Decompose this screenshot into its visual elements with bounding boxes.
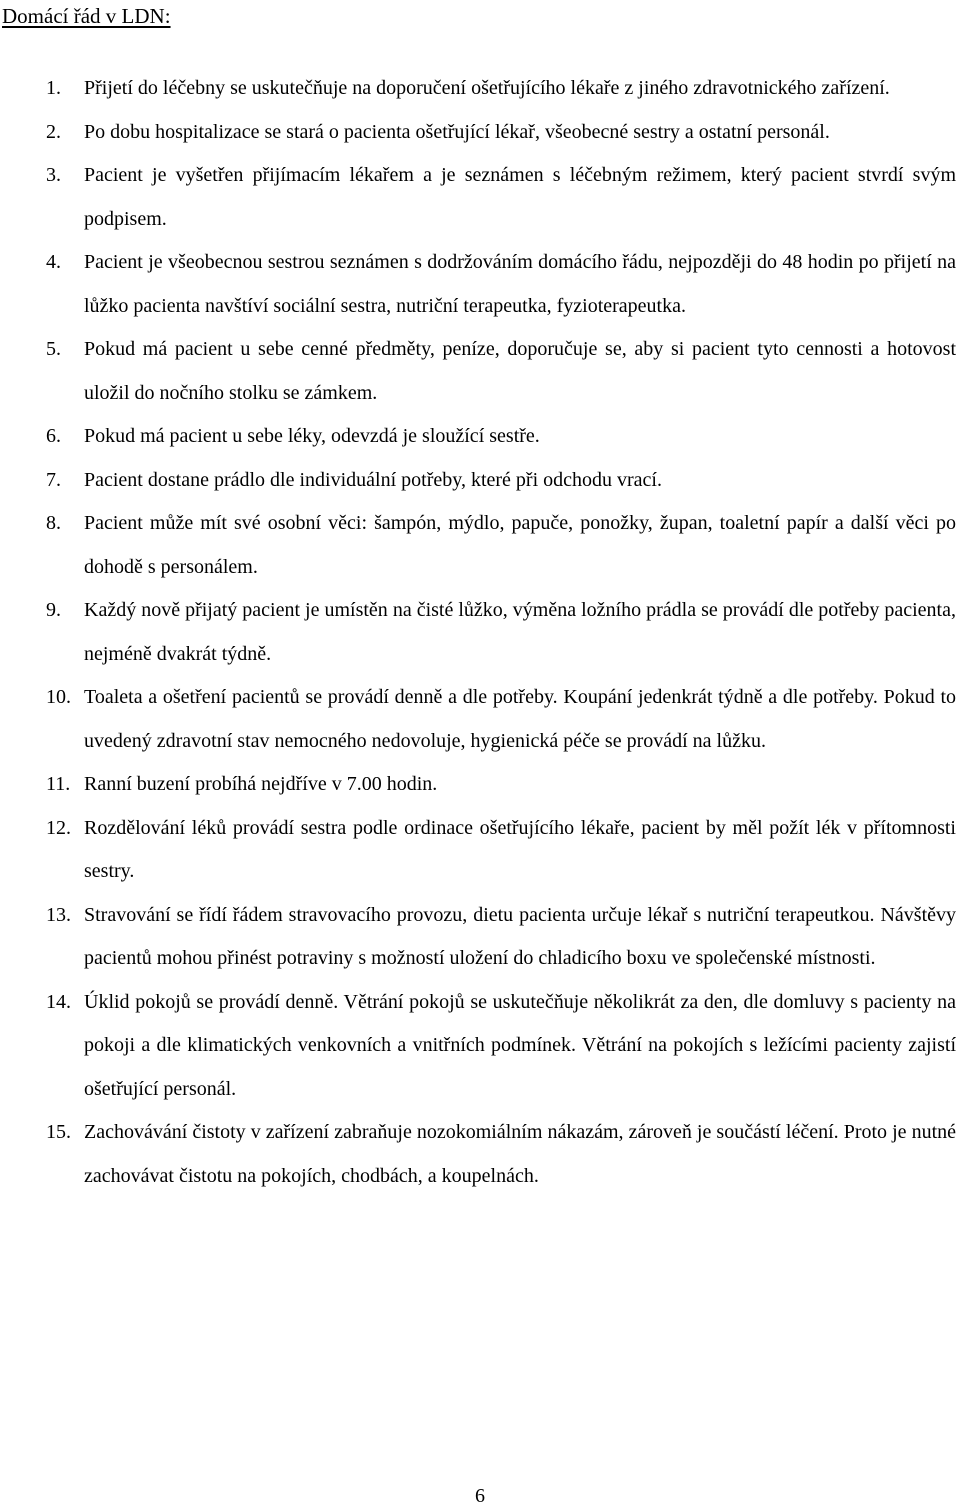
item-text: Zachovávání čistoty v zařízení zabraňuje nozokomiálním nákazám, zároveň je součástí léčení. Proto je nutné zachovávat čistotu na pokojích, chodbách, a koupelnách. xyxy=(84,1121,956,1187)
item-number: 10. xyxy=(46,686,71,708)
item-number: 7. xyxy=(46,468,61,491)
list-item xyxy=(0,676,960,763)
list-item xyxy=(0,241,960,328)
item-number: 5. xyxy=(46,338,61,360)
item-number: 15. xyxy=(46,1121,71,1143)
list-item xyxy=(0,459,960,503)
item-number: 1. xyxy=(46,77,61,99)
item-text: Po dobu hospitalizace se stará o pacienta ošetřující lékař, všeobecné sestry a ostatní personál. xyxy=(84,120,830,143)
item-text: Toaleta a ošetření pacientů se provádí denně a dle potřeby. Koupání jedenkrát týdně a dle potřeby. Pokud to uvedený zdravotní stav nemocného nedovoluje, hygienická péče se provádí na lůžku. xyxy=(84,686,956,752)
item-text: Pacient dostane prádlo dle individuální potřeby, které při odchodu vrací. xyxy=(84,468,662,491)
item-number: 2. xyxy=(46,120,61,143)
list-item xyxy=(0,763,960,807)
item-number: 8. xyxy=(46,512,61,534)
item-text: Pacient je všeobecnou sestrou seznámen s dodržováním domácího řádu, nejpozději do 48 hodin po přijetí na lůžko pacienta navštíví sociální sestra, nutriční terapeutka, fyzioterapeutka. xyxy=(84,251,956,317)
list-item xyxy=(0,154,960,241)
list-item xyxy=(0,1111,960,1198)
item-text: Úklid pokojů se provádí denně. Větrání pokojů se uskutečňuje několikrát za den, dle domluvy s pacienty na pokoji a dle klimatických venkovních a vnitřních podmínek. Větrání na pokojích s ležícími pacienty zajistí ošetřující personál. xyxy=(84,990,956,1100)
item-text: Stravování se řídí řádem stravovacího provozu, dietu pacienta určuje lékař s nutriční terapeutkou. Návštěvy pacientů mohou přinést potraviny s možností uložení do chladicího boxu ve společenské místnosti. xyxy=(84,903,956,969)
item-number: 9. xyxy=(46,599,61,621)
page-number: 6 xyxy=(475,1485,485,1507)
list-item xyxy=(0,807,960,894)
list-item xyxy=(0,67,960,111)
item-text: Pokud má pacient u sebe léky, odevzdá je sloužící sestře. xyxy=(84,425,540,447)
item-text: Přijetí do léčebny se uskutečňuje na doporučení ošetřujícího lékaře z jiného zdravotnického zařízení. xyxy=(84,77,890,99)
item-text: Ranní buzení probíhá nejdříve v 7.00 hodin. xyxy=(84,773,438,795)
item-number: 12. xyxy=(46,816,71,839)
list-item xyxy=(0,502,960,589)
item-number: 14. xyxy=(46,990,71,1013)
item-text: Pokud má pacient u sebe cenné předměty, peníze, doporučuje se, aby si pacient tyto cennosti a hotovost uložil do nočního stolku se zámkem. xyxy=(84,338,956,404)
item-text: Rozdělování léků provádí sestra podle ordinace ošetřujícího lékaře, pacient by měl požít lék v přítomnosti sestry. xyxy=(84,816,956,882)
list-item xyxy=(0,894,960,981)
list-item xyxy=(0,415,960,459)
item-number: 4. xyxy=(46,251,61,273)
item-text: Pacient je vyšetřen přijímacím lékařem a je seznámen s léčebným režimem, který pacient stvrdí svým podpisem. xyxy=(84,164,956,230)
list-item xyxy=(0,111,960,155)
rules-list xyxy=(0,67,960,1198)
list-item xyxy=(0,328,960,415)
item-number: 6. xyxy=(46,425,61,447)
item-text: Každý nově přijatý pacient je umístěn na čisté lůžko, výměna ložního prádla se provádí dle potřeby pacienta, nejméně dvakrát týdně. xyxy=(84,599,956,665)
item-number: 13. xyxy=(46,903,71,926)
item-number: 3. xyxy=(46,164,61,186)
page-heading: Domácí řád v LDN: xyxy=(2,4,171,28)
item-number: 11. xyxy=(46,773,71,795)
item-text: Pacient může mít své osobní věci: šampón, mýdlo, papuče, ponožky, župan, toaletní papír a další věci po dohodě s personálem. xyxy=(84,512,956,578)
list-item xyxy=(0,981,960,1112)
list-item xyxy=(0,589,960,676)
